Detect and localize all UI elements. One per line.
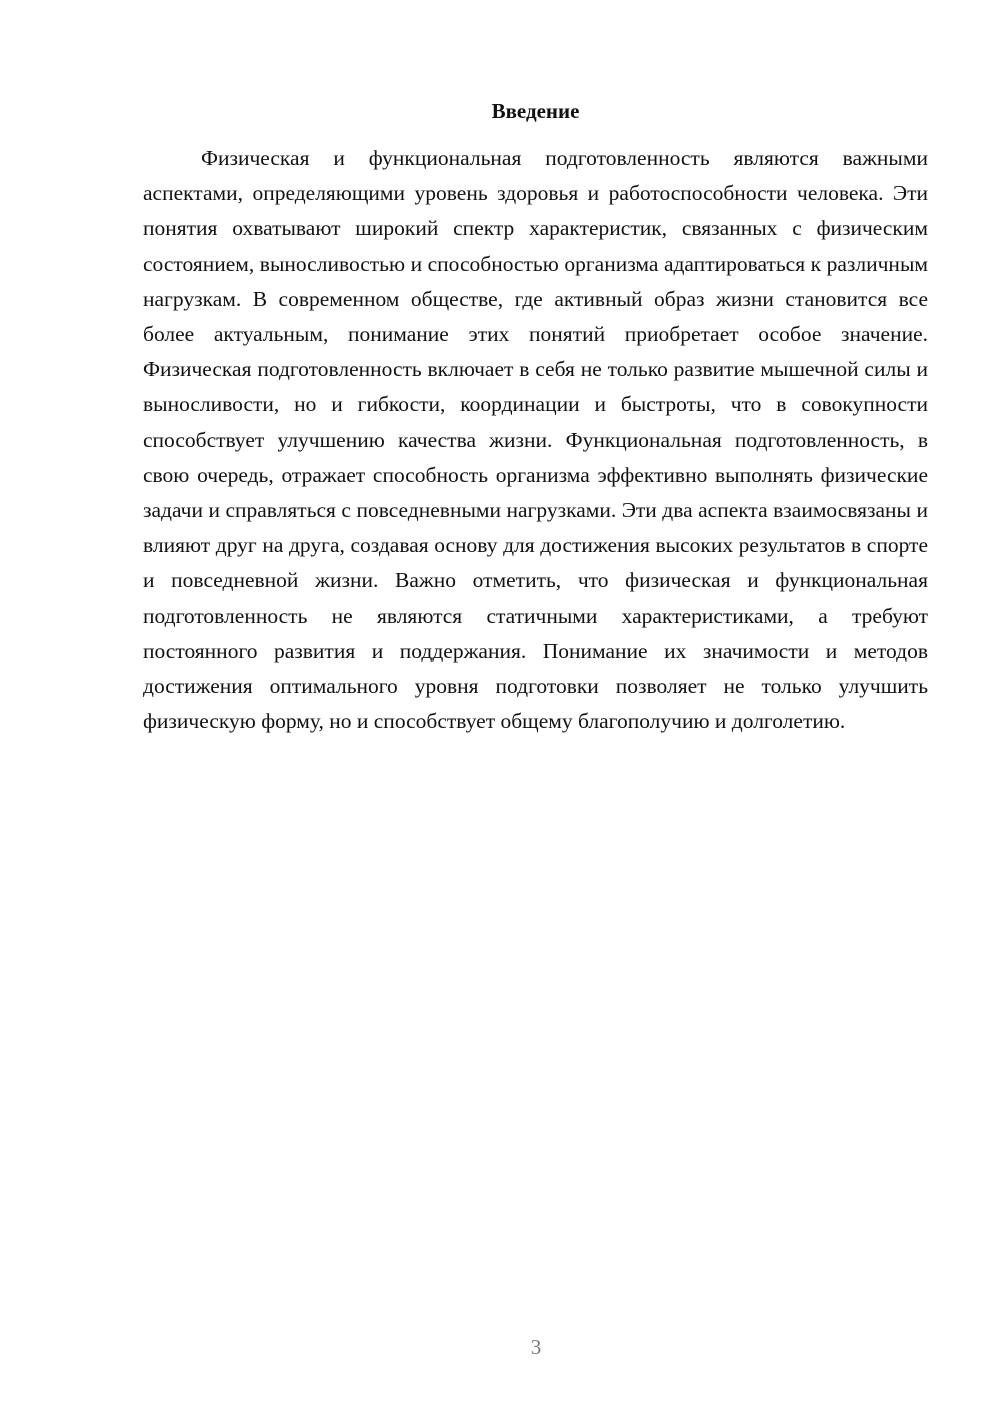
page-number: 3 [530,1335,542,1359]
section-heading: Введение [491,99,580,123]
body-paragraph: Физическая и функциональная подготовленность являются важными аспектами, определяющими уровень здоровья и работоспособности человека. Эти понятия охватывают широкий спектр характеристик, связанных с физическим состоянием, выносливостью и способностью организма адаптироваться к различным нагрузкам. В современном обществе, где активный образ жизни становится все более актуальным, понимание этих понятий приобретает особое значение. Физическая подготовленность включает в себя не только развитие мышечной силы и выносливости, но и гибкости, координации и быстроты, что в совокупности способствует улучшению качества жизни. Функциональная подготовленность, в свою очередь, отражает способность организма эффективно выполнять физические задачи и справляться с повседневными нагрузками. Эти два аспекта взаимосвязаны и влияют друг на друга, создавая основу для достижения высоких результатов в спорте и повседневной жизни. Важно отметить, что физическая и функциональная подготовленность не являются статичными характеристиками, а требуют постоянного развития и поддержания. Понимание их значимости и методов достижения оптимального уровня подготовки позволяет не только улучшить физическую форму, но и способствует общему благополучию и долголетию. [143,146,928,734]
